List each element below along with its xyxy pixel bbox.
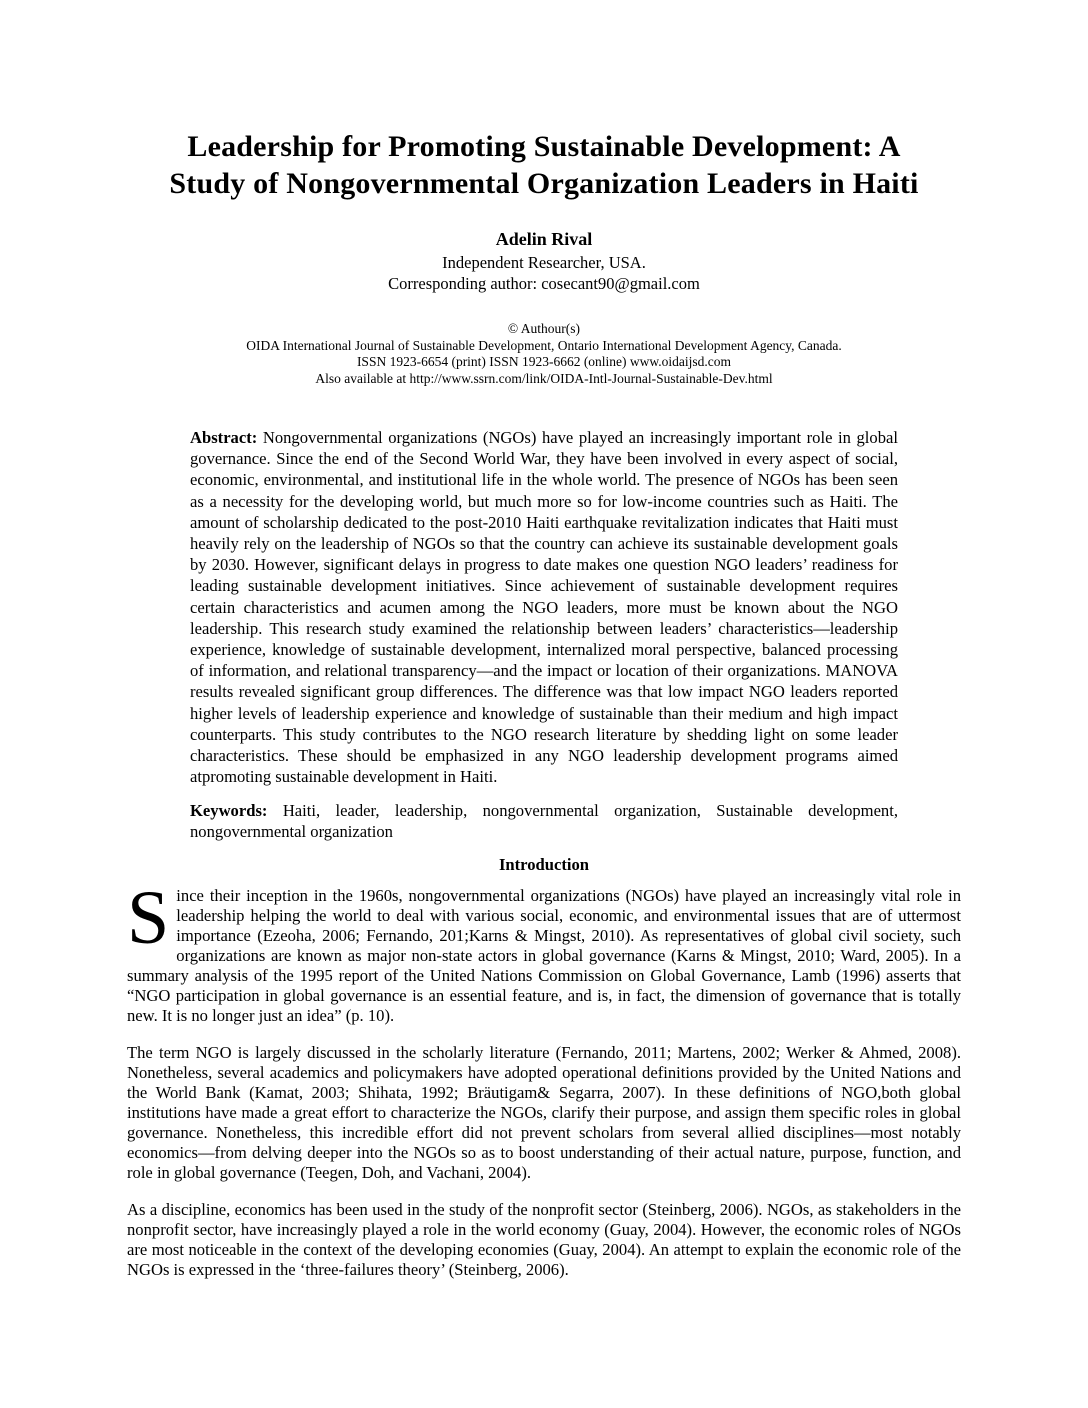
abstract-label: Abstract: bbox=[190, 428, 258, 447]
introduction-paragraph-2: The term NGO is largely discussed in the scholarly literature (Fernando, 2011; Martens, 2002; Werker & Ahmed, 2008). Nonetheless, several academics and policymakers have adopted operational definitions provided by the United Nations and the World Bank (Kamat, 2003; Shihata, 1992; Bräutigam& Segarra, 2007). In these definitions of NGO,both global institutions have made a great effort to characterize the NGOs, clarify their purpose, and assign them specific roles in global governance. Nonetheless, this incredible effort did not prevent scholars from several allied disciplines—most notably economics—from delving deeper into the NGOs so as to boost understanding of their actual nature, purpose, function, and role in global governance (Teegen, Doh, and Vachani, 2004). bbox=[127, 1043, 961, 1183]
paper-title bbox=[0, 128, 1088, 202]
keywords-label: Keywords: bbox=[190, 801, 268, 821]
author-correspondence: Corresponding author: cosecant90@gmail.com bbox=[388, 274, 700, 293]
keywords bbox=[190, 801, 898, 842]
author-name: Adelin Rival bbox=[495, 229, 593, 249]
issn-line: ISSN 1923-6654 (print) ISSN 1923-6662 (online) www.oidaijsd.com bbox=[356, 354, 732, 369]
journal-line: OIDA International Journal of Sustainable Development, Ontario International Development Agency, Canada. bbox=[246, 337, 842, 353]
introduction-heading: Introduction bbox=[498, 855, 590, 875]
availability-line: Also available at http://www.ssrn.com/link/OIDA-Intl-Journal-Sustainable-Dev.html bbox=[315, 370, 773, 386]
dropcap-letter: S bbox=[127, 876, 170, 961]
paper-title-line1: Leadership for Promoting Sustainable Development: A bbox=[187, 130, 901, 163]
paper-title-line2: Study of Nongovernmental Organization Leaders in Haiti bbox=[169, 167, 919, 200]
author-block bbox=[0, 228, 1088, 294]
journal-imprint bbox=[0, 321, 1088, 387]
author-affiliation: Independent Researcher, USA. bbox=[442, 253, 646, 272]
abstract bbox=[190, 427, 898, 787]
introduction-paragraph-1 bbox=[127, 876, 961, 1026]
keywords-text: Haiti, leader, leadership, nongovernmental organization, Sustainable development, nongovernmental organization bbox=[190, 801, 898, 841]
copyright-line: © Authour(s) bbox=[507, 321, 581, 336]
abstract-text: Nongovernmental organizations (NGOs) have played an increasingly important role in global governance. Since the end of the Second World War, they have been involved in every aspect of social, economic, environmental, and institutional life in the whole world. The presence of NGOs has been seen as a necessity for the developing world, but much more so for low-income countries such as Haiti. The amount of scholarship dedicated to the post-2010 Haiti earthquake revitalization indicates that Haiti must heavily rely on the leadership of NGOs so that the country can achieve its sustainable development goals by 2030. However, significant delays in progress to date makes one question NGO leaders’ readiness for leading sustainable development initiatives. Since achievement of sustainable development requires certain characteristics and acumen among the NGO leaders, more must be known about the NGO leadership. This research study examined the relationship between leaders’ characteristics—leadership experience, knowledge of sustainable development, internalized moral perspective, balanced processing of information, and relational transparency—and the impact or location of their organizations. MANOVA results revealed significant group differences. The difference was that low impact NGO leaders reported higher levels of leadership experience and knowledge of sustainable than their medium and high impact counterparts. This study contributes to the NGO research literature by shedding light on some leader characteristics. These should be emphasized in any NGO leadership development programs aimed atpromoting sustainable development in Haiti. bbox=[190, 428, 898, 787]
introduction-paragraph-3: As a discipline, economics has been used in the study of the nonprofit sector (Steinberg, 2006). NGOs, as stakeholders in the nonprofit sector, have increasingly played a role in the world economy (Guay, 2004). However, the economic roles of NGOs are most noticeable in the context of the developing economies (Guay, 2004). An attempt to explain the economic role of the NGOs is expressed in the ‘three-failures theory’ (Steinberg, 2006). bbox=[127, 1200, 961, 1280]
introduction-paragraph-1-text: ince their inception in the 1960s, nongovernmental organizations (NGOs) have played an increasingly vital role in leadership helping the world to deal with various social, economic, and environmental issues that are of uttermost importance (Ezeoha, 2006; Fernando, 201;Karns & Mingst, 2010). As representatives of global civil society, such organizations are known as major non-state actors in global governance (Karns & Mingst, 2010; Ward, 2005). In a summary analysis of the 1995 report of the United Nations Commission on Global Governance, Lamb (1996) asserts that “NGO participation in global governance is an essential feature, and is, in fact, the dimension of governance that is totally new. It is no longer just an idea” (p. 10). bbox=[127, 886, 961, 1026]
